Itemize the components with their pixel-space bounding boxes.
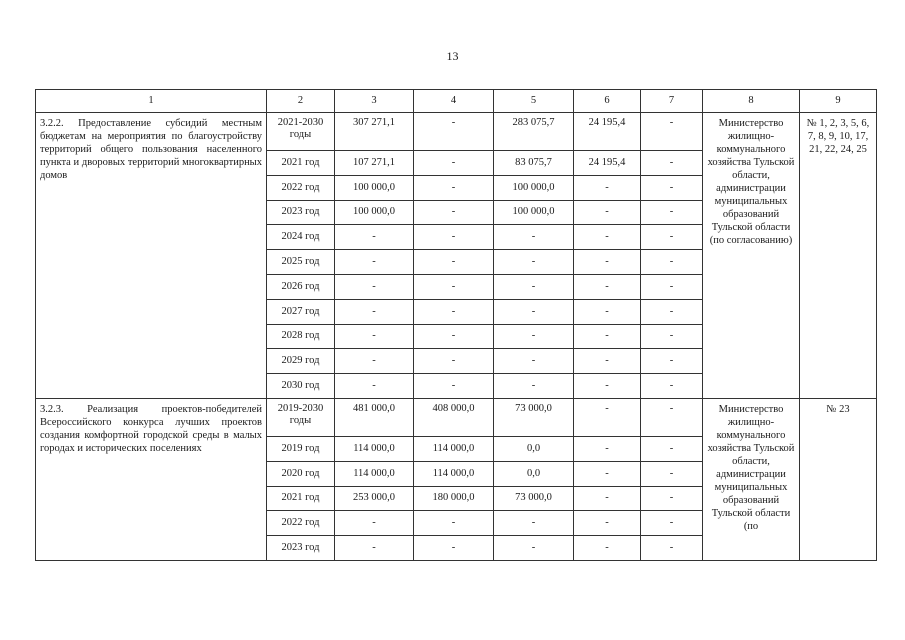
other-sources-cell: - bbox=[641, 398, 703, 436]
total-cell: - bbox=[335, 374, 414, 399]
period-cell: 2023 год bbox=[267, 200, 335, 225]
period-cell: 2024 год bbox=[267, 225, 335, 250]
local-budget-cell: - bbox=[574, 486, 641, 511]
header-cell: 8 bbox=[703, 90, 800, 113]
period-cell: 2022 год bbox=[267, 511, 335, 536]
header-cell: 7 bbox=[641, 90, 703, 113]
regional-budget-cell: - bbox=[494, 299, 574, 324]
header-cell: 2 bbox=[267, 90, 335, 113]
total-cell: 307 271,1 bbox=[335, 113, 414, 151]
federal-budget-cell: - bbox=[414, 225, 494, 250]
other-sources-cell: - bbox=[641, 436, 703, 461]
period-cell: 2020 год bbox=[267, 461, 335, 486]
executor-cell: Министерство жилищно-коммунального хозяйства Тульской области, администрации муниципальных образований Тульской области (по bbox=[703, 398, 800, 560]
other-sources-cell: - bbox=[641, 200, 703, 225]
header-cell: 1 bbox=[36, 90, 267, 113]
federal-budget-cell: - bbox=[414, 175, 494, 200]
period-cell: 2030 год bbox=[267, 374, 335, 399]
period-cell: 2026 год bbox=[267, 274, 335, 299]
federal-budget-cell: - bbox=[414, 324, 494, 349]
regional-budget-cell: - bbox=[494, 250, 574, 275]
regional-budget-cell: 0,0 bbox=[494, 436, 574, 461]
local-budget-cell: - bbox=[574, 250, 641, 275]
federal-budget-cell: - bbox=[414, 374, 494, 399]
other-sources-cell: - bbox=[641, 374, 703, 399]
federal-budget-cell: - bbox=[414, 511, 494, 536]
regional-budget-cell: 100 000,0 bbox=[494, 200, 574, 225]
other-sources-cell: - bbox=[641, 349, 703, 374]
regional-budget-cell: - bbox=[494, 274, 574, 299]
header-cell: 9 bbox=[800, 90, 877, 113]
period-cell: 2019-2030 годы bbox=[267, 398, 335, 436]
local-budget-cell: - bbox=[574, 225, 641, 250]
other-sources-cell: - bbox=[641, 113, 703, 151]
regional-budget-cell: - bbox=[494, 536, 574, 561]
period-cell: 2022 год bbox=[267, 175, 335, 200]
regional-budget-cell: - bbox=[494, 374, 574, 399]
local-budget-cell: - bbox=[574, 274, 641, 299]
local-budget-cell: - bbox=[574, 175, 641, 200]
other-sources-cell: - bbox=[641, 299, 703, 324]
total-cell: - bbox=[335, 225, 414, 250]
total-cell: - bbox=[335, 299, 414, 324]
local-budget-cell: - bbox=[574, 374, 641, 399]
other-sources-cell: - bbox=[641, 486, 703, 511]
total-cell: 100 000,0 bbox=[335, 175, 414, 200]
local-budget-cell: - bbox=[574, 299, 641, 324]
total-cell: 107 271,1 bbox=[335, 151, 414, 176]
other-sources-cell: - bbox=[641, 536, 703, 561]
regional-budget-cell: - bbox=[494, 225, 574, 250]
header-cell: 6 bbox=[574, 90, 641, 113]
federal-budget-cell: - bbox=[414, 349, 494, 374]
other-sources-cell: - bbox=[641, 511, 703, 536]
executor-cell: Министерство жилищно-коммунального хозяйства Тульской области, администрации муниципальных образований Тульской области (по согласованию) bbox=[703, 113, 800, 399]
total-cell: - bbox=[335, 511, 414, 536]
total-cell: - bbox=[335, 250, 414, 275]
period-cell: 2021 год bbox=[267, 486, 335, 511]
federal-budget-cell: 114 000,0 bbox=[414, 436, 494, 461]
other-sources-cell: - bbox=[641, 461, 703, 486]
federal-budget-cell: - bbox=[414, 200, 494, 225]
other-sources-cell: - bbox=[641, 225, 703, 250]
period-cell: 2019 год bbox=[267, 436, 335, 461]
indicator-numbers-cell: № 23 bbox=[800, 398, 877, 560]
federal-budget-cell: 114 000,0 bbox=[414, 461, 494, 486]
federal-budget-cell: - bbox=[414, 151, 494, 176]
period-cell: 2028 год bbox=[267, 324, 335, 349]
program-table bbox=[35, 89, 877, 561]
federal-budget-cell: - bbox=[414, 274, 494, 299]
other-sources-cell: - bbox=[641, 324, 703, 349]
regional-budget-cell: - bbox=[494, 511, 574, 536]
local-budget-cell: - bbox=[574, 511, 641, 536]
period-cell: 2021-2030 годы bbox=[267, 113, 335, 151]
local-budget-cell: - bbox=[574, 398, 641, 436]
header-row bbox=[36, 90, 877, 113]
federal-budget-cell: - bbox=[414, 250, 494, 275]
regional-budget-cell: - bbox=[494, 324, 574, 349]
header-cell: 3 bbox=[335, 90, 414, 113]
indicator-numbers-cell: № 1, 2, 3, 5, 6, 7, 8, 9, 10, 17, 21, 22, 24, 25 bbox=[800, 113, 877, 399]
period-cell: 2027 год bbox=[267, 299, 335, 324]
table-row bbox=[36, 113, 877, 151]
regional-budget-cell: 83 075,7 bbox=[494, 151, 574, 176]
local-budget-cell: - bbox=[574, 461, 641, 486]
federal-budget-cell: - bbox=[414, 536, 494, 561]
local-budget-cell: - bbox=[574, 536, 641, 561]
total-cell: 100 000,0 bbox=[335, 200, 414, 225]
other-sources-cell: - bbox=[641, 151, 703, 176]
federal-budget-cell: 408 000,0 bbox=[414, 398, 494, 436]
period-cell: 2029 год bbox=[267, 349, 335, 374]
regional-budget-cell: - bbox=[494, 349, 574, 374]
table-row bbox=[36, 398, 877, 436]
total-cell: 481 000,0 bbox=[335, 398, 414, 436]
local-budget-cell: - bbox=[574, 324, 641, 349]
total-cell: - bbox=[335, 536, 414, 561]
regional-budget-cell: 73 000,0 bbox=[494, 486, 574, 511]
local-budget-cell: 24 195,4 bbox=[574, 113, 641, 151]
regional-budget-cell: 0,0 bbox=[494, 461, 574, 486]
total-cell: 114 000,0 bbox=[335, 436, 414, 461]
regional-budget-cell: 100 000,0 bbox=[494, 175, 574, 200]
header-cell: 4 bbox=[414, 90, 494, 113]
regional-budget-cell: 283 075,7 bbox=[494, 113, 574, 151]
total-cell: 253 000,0 bbox=[335, 486, 414, 511]
regional-budget-cell: 73 000,0 bbox=[494, 398, 574, 436]
header-cell: 5 bbox=[494, 90, 574, 113]
federal-budget-cell: - bbox=[414, 113, 494, 151]
federal-budget-cell: 180 000,0 bbox=[414, 486, 494, 511]
measure-description: 3.2.2. Предоставление субсидий местным бюджетам на мероприятия по благоустройству территорий общего пользования населенного пункта и дворовых территорий многоквартирных домов bbox=[36, 113, 267, 399]
period-cell: 2025 год bbox=[267, 250, 335, 275]
federal-budget-cell: - bbox=[414, 299, 494, 324]
local-budget-cell: - bbox=[574, 436, 641, 461]
period-cell: 2023 год bbox=[267, 536, 335, 561]
other-sources-cell: - bbox=[641, 175, 703, 200]
page-number: 13 bbox=[446, 49, 459, 63]
other-sources-cell: - bbox=[641, 274, 703, 299]
local-budget-cell: - bbox=[574, 349, 641, 374]
measure-description: 3.2.3. Реализация проектов-победителей Всероссийского конкурса лучших проектов создания комфортной городской среды в малых городах и исторических поселениях bbox=[36, 398, 267, 560]
other-sources-cell: - bbox=[641, 250, 703, 275]
total-cell: 114 000,0 bbox=[335, 461, 414, 486]
total-cell: - bbox=[335, 349, 414, 374]
local-budget-cell: 24 195,4 bbox=[574, 151, 641, 176]
period-cell: 2021 год bbox=[267, 151, 335, 176]
local-budget-cell: - bbox=[574, 200, 641, 225]
total-cell: - bbox=[335, 274, 414, 299]
total-cell: - bbox=[335, 324, 414, 349]
